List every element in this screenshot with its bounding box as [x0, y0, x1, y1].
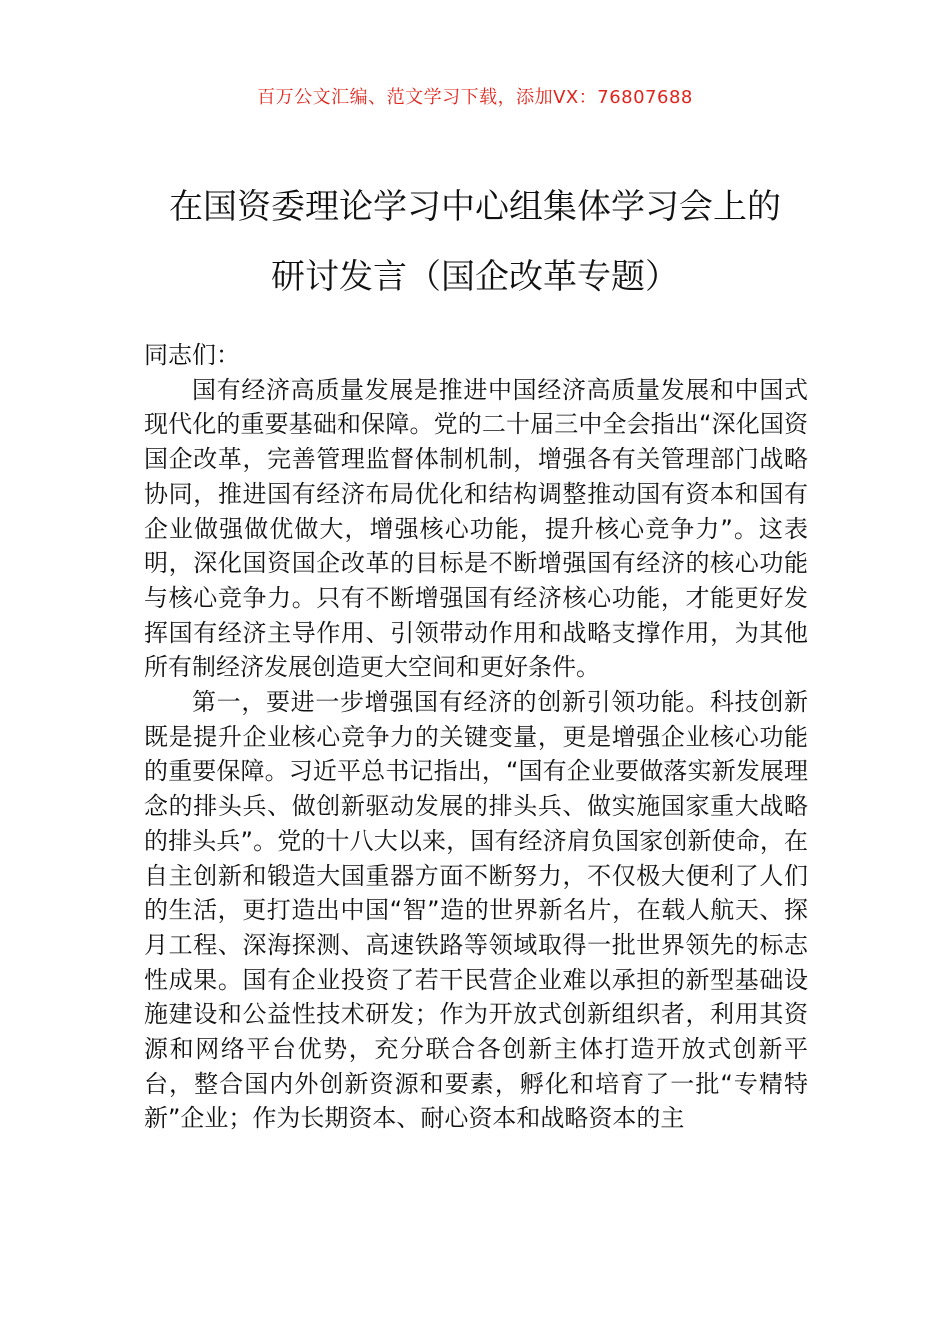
title-line-2: 研讨发言（国企改革专题） [271, 257, 679, 297]
paragraph-2: 第一，要进一步增强国有经济的创新引领功能。科技创新既是提升企业核心竞争力的关键变量，更是增强企业核心功能的重要保障。习近平总书记指出，“国有企业要做落实新发展理念的排头兵、做创新驱动发展的排头兵、做实施国家重大战略的排头兵”。党的十八大以来，国有经济肩负国家创新使命，在自主创新和锻造大国重器方面不断努力，不仅极大便利了人们的生活，更打造出中国“智”造的世界新名片，在载人航天、探月工程、深海探测、高速铁路等领域取得一批世界领先的标志性成果。国有企业投资了若干民营企业难以承担的新型基础设施建设和公益性技术研发；作为开放式创新组织者，利用其资源和网络平台优势，充分联合各创新主体打造开放式创新平台，整合国内外创新资源和要素，孵化和培育了一批“专精特新”企业；作为长期资本、耐心资本和战略资本的主 [144, 688, 808, 1133]
paragraph-1: 国有经济高质量发展是推进中国经济高质量发展和中国式现代化的重要基础和保障。党的二十届三中全会指出“深化国资国企改革，完善管理监督体制机制，增强各有关管理部门战略协同，推进国有经济布局优化和结构调整推动国有资本和国有企业做强做优做大，增强核心功能，提升核心竞争力”。这表明，深化国资国企改革的目标是不断增强国有经济的核心功能与核心竞争力。只有不断增强国有经济核心功能，才能更好发挥国有经济主导作用、引领带动作用和战略支撑作用，为其他所有制经济发展创造更大空间和更好条件。 [144, 375, 808, 682]
document-title [60, 172, 890, 312]
title-line-1: 在国资委理论学习中心组集体学习会上的 [169, 187, 781, 227]
header-note: 百万公文汇编、范文学习下载，添加VX：76807688 [257, 87, 693, 108]
salutation: 同志们： [144, 341, 240, 369]
document-body [144, 338, 808, 1136]
